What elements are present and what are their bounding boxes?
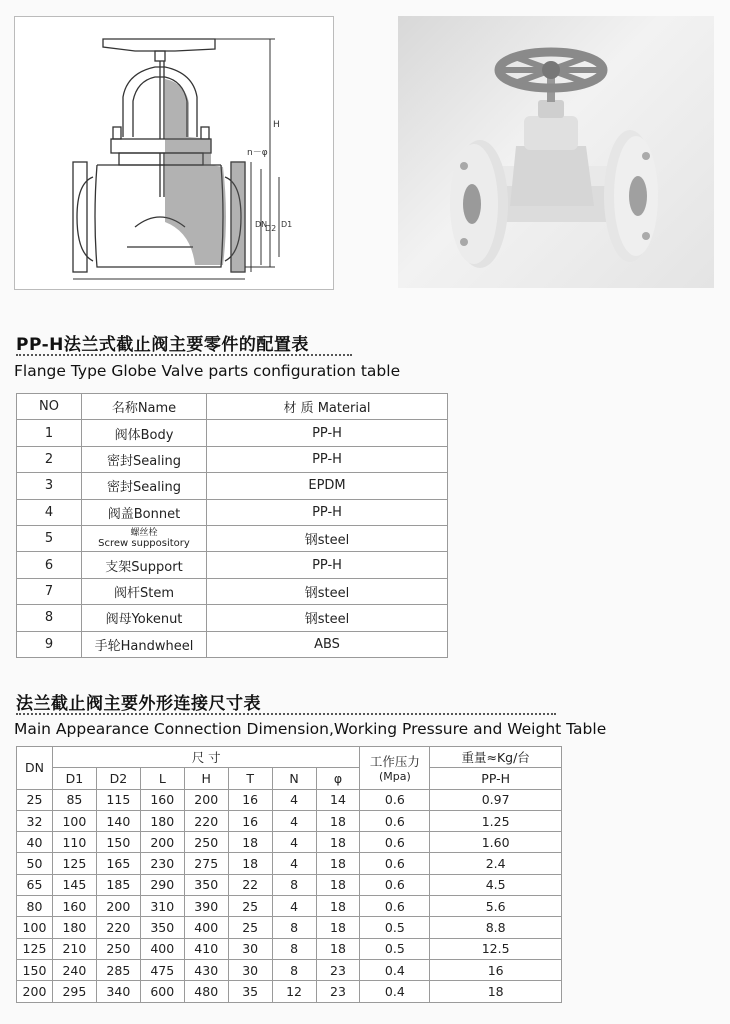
dim-d2: 165 xyxy=(96,853,140,874)
header-d2: D2 xyxy=(96,768,140,789)
table-row xyxy=(17,853,562,874)
dim-pressure: 0.4 xyxy=(360,981,430,1002)
dim-weight: 18 xyxy=(430,981,562,1002)
dim-d1: 240 xyxy=(52,959,96,980)
part-material: EPDM xyxy=(207,473,448,499)
dim-t: 18 xyxy=(228,853,272,874)
dim-phi: 18 xyxy=(316,896,360,917)
dim-dn: 50 xyxy=(17,853,53,874)
part-name: 密封Sealing xyxy=(82,446,207,472)
dim-n: 8 xyxy=(272,917,316,938)
dim-phi: 18 xyxy=(316,810,360,831)
dim-n: 4 xyxy=(272,832,316,853)
table-header-row xyxy=(17,394,448,420)
dim-n: 12 xyxy=(272,981,316,1002)
dim-l: 160 xyxy=(140,789,184,810)
parts-title-en: Flange Type Globe Valve parts configuration table xyxy=(14,362,401,380)
dim-pressure: 0.6 xyxy=(360,789,430,810)
dim-weight: 1.60 xyxy=(430,832,562,853)
part-material: 钢steel xyxy=(207,578,448,604)
dim-dn: 80 xyxy=(17,896,53,917)
part-material: 钢steel xyxy=(207,605,448,631)
part-name-en: Screw suppository xyxy=(98,538,190,550)
part-material: 钢steel xyxy=(207,525,448,551)
dim-h: 410 xyxy=(184,938,228,959)
part-material: PP-H xyxy=(207,499,448,525)
table-row xyxy=(17,552,448,578)
dim-weight: 4.5 xyxy=(430,874,562,895)
part-name: 阀体Body xyxy=(82,420,207,446)
valve-drawing-svg xyxy=(15,17,333,289)
table-row xyxy=(17,446,448,472)
part-name: 阀杆Stem xyxy=(82,578,207,604)
valve-technical-drawing xyxy=(14,16,334,290)
part-no: 2 xyxy=(17,446,82,472)
header-l: L xyxy=(140,768,184,789)
table-row xyxy=(17,981,562,1002)
dim-d1: 160 xyxy=(52,896,96,917)
part-material: PP-H xyxy=(207,420,448,446)
dim-l: 230 xyxy=(140,853,184,874)
parts-title-divider xyxy=(16,354,352,356)
dim-weight: 0.97 xyxy=(430,789,562,810)
table-row xyxy=(17,832,562,853)
table-row xyxy=(17,874,562,895)
part-name xyxy=(82,525,207,551)
valve-product-photo xyxy=(398,16,714,288)
table-row xyxy=(17,420,448,446)
header-name: 名称Name xyxy=(82,394,207,420)
table-row xyxy=(17,473,448,499)
dim-pressure: 0.6 xyxy=(360,896,430,917)
header-n: N xyxy=(272,768,316,789)
dim-l: 600 xyxy=(140,981,184,1002)
drawing-label-n-phi: n－φ xyxy=(247,148,268,158)
drawing-label-h: H xyxy=(273,120,280,130)
dimension-pressure-weight-table xyxy=(16,746,562,1003)
table-row xyxy=(17,605,448,631)
table-row xyxy=(17,917,562,938)
dim-t: 35 xyxy=(228,981,272,1002)
dim-weight: 16 xyxy=(430,959,562,980)
dim-dn: 100 xyxy=(17,917,53,938)
dim-d1: 210 xyxy=(52,938,96,959)
dim-t: 30 xyxy=(228,959,272,980)
part-material: PP-H xyxy=(207,552,448,578)
dim-dn: 40 xyxy=(17,832,53,853)
table-row xyxy=(17,810,562,831)
dim-d1: 145 xyxy=(52,874,96,895)
header-material: 材 质 Material xyxy=(207,394,448,420)
parts-configuration-table xyxy=(16,393,448,658)
table-row xyxy=(17,578,448,604)
dim-l: 310 xyxy=(140,896,184,917)
dim-phi: 18 xyxy=(316,832,360,853)
dim-l: 475 xyxy=(140,959,184,980)
dim-phi: 18 xyxy=(316,917,360,938)
dim-d2: 285 xyxy=(96,959,140,980)
dim-phi: 23 xyxy=(316,981,360,1002)
table-row xyxy=(17,896,562,917)
dim-d2: 140 xyxy=(96,810,140,831)
dim-h: 400 xyxy=(184,917,228,938)
part-name: 阀盖Bonnet xyxy=(82,499,207,525)
dims-title-cn: 法兰截止阀主要外形连接尺寸表 xyxy=(16,694,261,714)
header-pressure xyxy=(360,747,430,790)
header-size-group: 尺 寸 xyxy=(52,747,359,768)
dims-table-body xyxy=(17,789,562,1002)
dim-n: 8 xyxy=(272,938,316,959)
dim-n: 4 xyxy=(272,810,316,831)
dim-d2: 150 xyxy=(96,832,140,853)
dim-dn: 125 xyxy=(17,938,53,959)
dim-d1: 125 xyxy=(52,853,96,874)
dim-phi: 23 xyxy=(316,959,360,980)
dim-t: 16 xyxy=(228,810,272,831)
dim-d1: 295 xyxy=(52,981,96,1002)
dim-weight: 5.6 xyxy=(430,896,562,917)
dims-title-divider xyxy=(16,713,556,715)
table-row xyxy=(17,789,562,810)
table-row xyxy=(17,499,448,525)
dim-phi: 18 xyxy=(316,938,360,959)
header-pressure-label: 工作压力 xyxy=(369,754,420,770)
table-row xyxy=(17,959,562,980)
dim-l: 400 xyxy=(140,938,184,959)
dim-t: 30 xyxy=(228,938,272,959)
header-no: NO xyxy=(17,394,82,420)
dim-l: 200 xyxy=(140,832,184,853)
dim-l: 350 xyxy=(140,917,184,938)
part-name: 支架Support xyxy=(82,552,207,578)
dim-phi: 18 xyxy=(316,874,360,895)
dim-dn: 150 xyxy=(17,959,53,980)
part-name: 阀母Yokenut xyxy=(82,605,207,631)
dim-weight: 2.4 xyxy=(430,853,562,874)
valve-photo-svg xyxy=(398,16,714,288)
dim-pressure: 0.5 xyxy=(360,938,430,959)
dim-dn: 25 xyxy=(17,789,53,810)
dim-l: 290 xyxy=(140,874,184,895)
header-weight: 重量≈Kg/台 xyxy=(430,747,562,768)
dim-dn: 200 xyxy=(17,981,53,1002)
dim-pressure: 0.6 xyxy=(360,853,430,874)
drawing-label-d1: D1 xyxy=(281,220,293,229)
part-no: 3 xyxy=(17,473,82,499)
header-weight-material: PP-H xyxy=(430,768,562,789)
dim-pressure: 0.6 xyxy=(360,874,430,895)
header-phi: φ xyxy=(316,768,360,789)
dim-d2: 200 xyxy=(96,896,140,917)
header-h: H xyxy=(184,768,228,789)
dim-h: 480 xyxy=(184,981,228,1002)
part-no: 7 xyxy=(17,578,82,604)
dim-t: 18 xyxy=(228,832,272,853)
dim-pressure: 0.5 xyxy=(360,917,430,938)
dim-d2: 115 xyxy=(96,789,140,810)
part-no: 1 xyxy=(17,420,82,446)
dim-pressure: 0.4 xyxy=(360,959,430,980)
part-no: 8 xyxy=(17,605,82,631)
header-pressure-unit: (Mpa) xyxy=(378,770,411,784)
part-no: 4 xyxy=(17,499,82,525)
drawing-label-d2: D2 xyxy=(265,224,277,233)
dim-phi: 18 xyxy=(316,853,360,874)
dim-phi: 14 xyxy=(316,789,360,810)
dim-t: 22 xyxy=(228,874,272,895)
dim-weight: 1.25 xyxy=(430,810,562,831)
dim-h: 275 xyxy=(184,853,228,874)
part-no: 5 xyxy=(17,525,82,551)
header-t: T xyxy=(228,768,272,789)
table-row xyxy=(17,631,448,657)
dim-t: 16 xyxy=(228,789,272,810)
dim-d1: 85 xyxy=(52,789,96,810)
part-no: 6 xyxy=(17,552,82,578)
dim-t: 25 xyxy=(228,917,272,938)
dim-t: 25 xyxy=(228,896,272,917)
table-header-row xyxy=(17,747,562,768)
dim-h: 350 xyxy=(184,874,228,895)
part-name-cn: 螺丝栓 xyxy=(130,528,158,539)
dim-d1: 100 xyxy=(52,810,96,831)
dim-n: 8 xyxy=(272,959,316,980)
dim-pressure: 0.6 xyxy=(360,832,430,853)
part-material: PP-H xyxy=(207,446,448,472)
dim-d2: 340 xyxy=(96,981,140,1002)
dim-d2: 220 xyxy=(96,917,140,938)
table-row xyxy=(17,938,562,959)
drawing-label-dn: DN xyxy=(255,220,268,229)
dim-n: 4 xyxy=(272,896,316,917)
dim-dn: 65 xyxy=(17,874,53,895)
parts-title-cn: PP-H法兰式截止阀主要零件的配置表 xyxy=(16,335,309,355)
dim-h: 200 xyxy=(184,789,228,810)
dim-d1: 110 xyxy=(52,832,96,853)
dim-n: 4 xyxy=(272,853,316,874)
dims-title-en: Main Appearance Connection Dimension,Working Pressure and Weight Table xyxy=(14,720,607,738)
dim-h: 250 xyxy=(184,832,228,853)
dim-h: 390 xyxy=(184,896,228,917)
part-name: 密封Sealing xyxy=(82,473,207,499)
part-no: 9 xyxy=(17,631,82,657)
dim-h: 430 xyxy=(184,959,228,980)
part-name: 手轮Handwheel xyxy=(82,631,207,657)
part-material: ABS xyxy=(207,631,448,657)
dim-pressure: 0.6 xyxy=(360,810,430,831)
dim-weight: 8.8 xyxy=(430,917,562,938)
header-d1: D1 xyxy=(52,768,96,789)
dim-n: 8 xyxy=(272,874,316,895)
dim-l: 180 xyxy=(140,810,184,831)
dim-n: 4 xyxy=(272,789,316,810)
table-row xyxy=(17,525,448,551)
table-subheader-row xyxy=(17,768,562,789)
dim-d1: 180 xyxy=(52,917,96,938)
dim-d2: 250 xyxy=(96,938,140,959)
dim-h: 220 xyxy=(184,810,228,831)
dim-dn: 32 xyxy=(17,810,53,831)
header-dn: DN xyxy=(17,747,53,790)
dim-weight: 12.5 xyxy=(430,938,562,959)
dim-d2: 185 xyxy=(96,874,140,895)
